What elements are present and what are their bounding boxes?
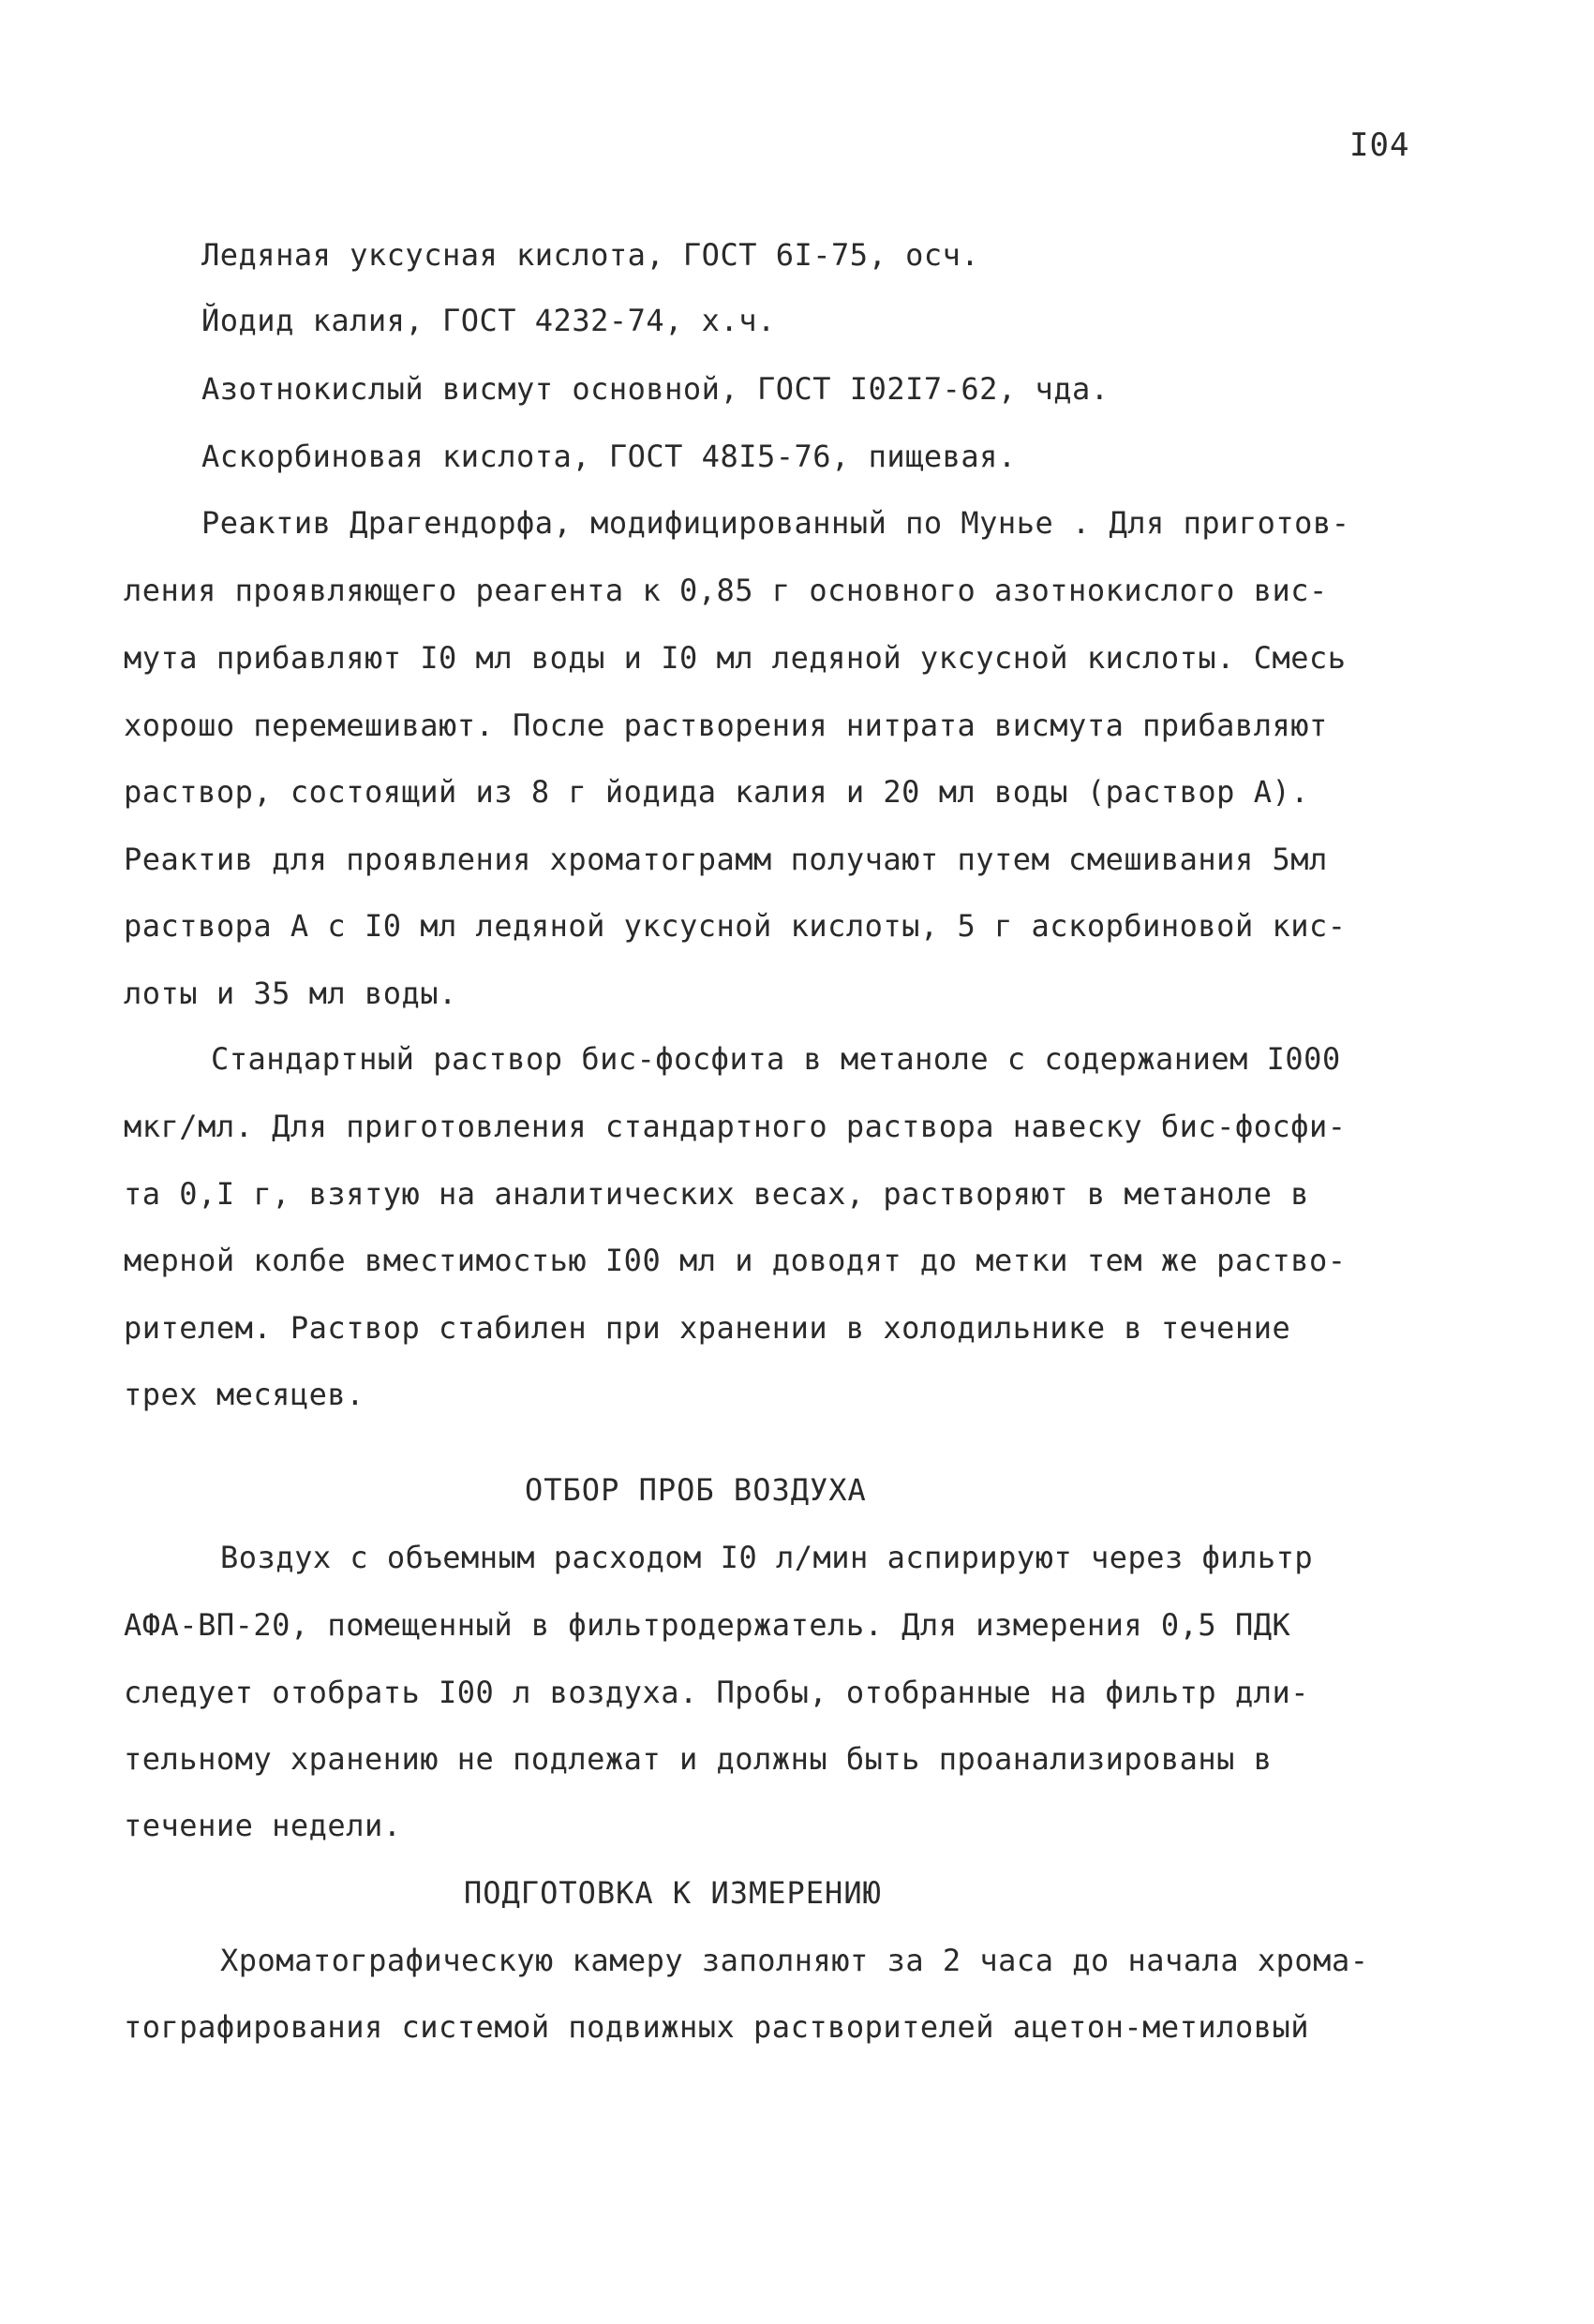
paragraph-line: Реактив Драгендорфа, модифицированный по Мунье . Для приготов- — [201, 505, 1350, 541]
page-number: I04 — [1349, 127, 1410, 164]
paragraph-line: Воздух с объемным расходом I0 л/мин аспирируют через фильтр — [220, 1540, 1314, 1575]
reagent-line: Аскорбиновая кислота, ГОСТ 48I5-76, пищевая. — [201, 439, 1017, 474]
paragraph-line: ления проявляющего реагента к 0,85 г основного азотнокислого вис- — [124, 573, 1328, 608]
paragraph-line: та 0,I г, взятую на аналитических весах, растворяют в метаноле в — [124, 1176, 1309, 1212]
section-heading-preparation: ПОДГОТОВКА К ИЗМЕРЕНИЮ — [464, 1875, 882, 1911]
reagent-line: Йодид калия, ГОСТ 4232-74, х.ч. — [201, 303, 776, 338]
paragraph-line: раствора А с I0 мл ледяной уксусной кислоты, 5 г аскорбиновой кис- — [124, 908, 1347, 944]
reagent-line: Азотнокислый висмут основной, ГОСТ I02I7-62, чда. — [201, 371, 1110, 407]
paragraph-line: трех месяцев. — [124, 1377, 365, 1412]
paragraph-line: тельному хранению не подлежат и должны быть проанализированы в — [124, 1741, 1273, 1777]
paragraph-line: Реактив для проявления хроматограмм получают путем смешивания 5мл — [124, 842, 1328, 877]
paragraph-line: хорошо перемешивают. После растворения нитрата висмута прибавляют — [124, 708, 1328, 743]
paragraph-line: мута прибавляют I0 мл воды и I0 мл ледяной уксусной кислоты. Смесь — [124, 640, 1347, 676]
paragraph-line: рителем. Раствор стабилен при хранении в холодильнике в течение — [124, 1310, 1291, 1346]
paragraph-line: мкг/мл. Для приготовления стандартного раствора навеску бис-фосфи- — [124, 1109, 1347, 1144]
paragraph-line: мерной колбе вместимостью I00 мл и доводят до метки тем же раство- — [124, 1243, 1347, 1278]
paragraph-line: следует отобрать I00 л воздуха. Пробы, отобранные на фильтр дли- — [124, 1675, 1309, 1710]
section-heading-sampling: ОТБОР ПРОБ ВОЗДУХА — [525, 1472, 867, 1508]
paragraph-line: АФА-ВП-20, помещенный в фильтродержатель. Для измерения 0,5 ПДК — [124, 1607, 1291, 1643]
paragraph-line: раствор, состоящий из 8 г йодида калия и 20 мл воды (раствор А). — [124, 774, 1309, 810]
paragraph-line: Хроматографическую камеру заполняют за 2 часа до начала хрома- — [220, 1943, 1369, 1978]
paragraph-line: течение недели. — [124, 1808, 402, 1843]
paragraph-line: тографирования системой подвижных растворителей ацетон-метиловый — [124, 2009, 1309, 2045]
reagent-line: Ледяная уксусная кислота, ГОСТ 6I-75, осч. — [201, 237, 980, 273]
paragraph-line: лоты и 35 мл воды. — [124, 976, 457, 1011]
paragraph-line: Стандартный раствор бис-фосфита в метаноле с содержанием I000 — [211, 1041, 1341, 1077]
